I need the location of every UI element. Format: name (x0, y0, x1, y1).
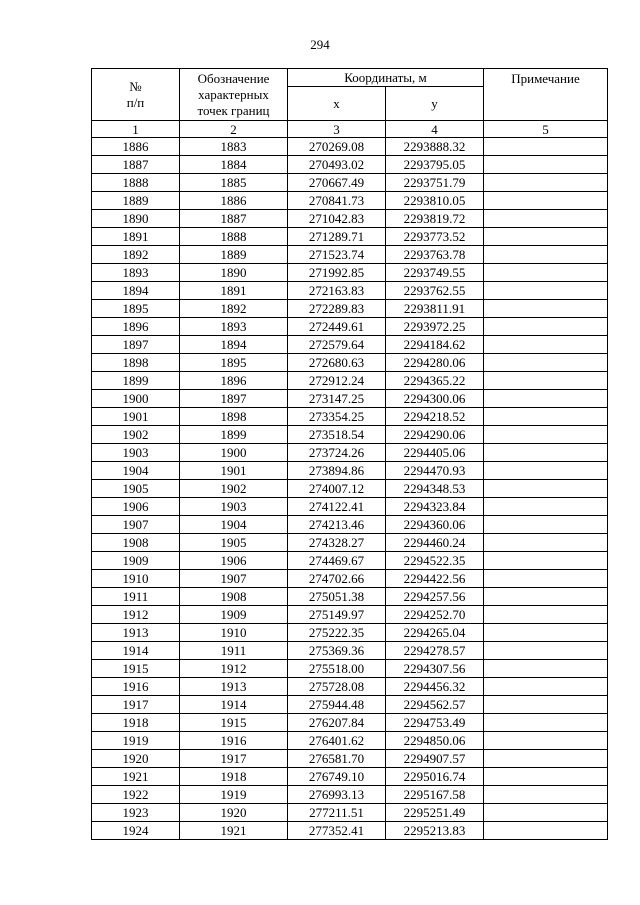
y-coordinate-cell: 2294323.84 (386, 498, 484, 516)
point-designation-cell: 1921 (180, 822, 288, 840)
x-coordinate-cell: 275369.36 (288, 642, 386, 660)
row-number-cell: 1899 (92, 372, 180, 390)
table-row (92, 264, 608, 282)
note-cell (484, 642, 608, 660)
x-coordinate-cell: 274469.67 (288, 552, 386, 570)
point-designation-cell: 1917 (180, 750, 288, 768)
x-coordinate-cell: 272163.83 (288, 282, 386, 300)
point-designation-cell: 1916 (180, 732, 288, 750)
x-coordinate-cell: 274122.41 (288, 498, 386, 516)
point-designation-cell: 1908 (180, 588, 288, 606)
y-coordinate-cell: 2294405.06 (386, 444, 484, 462)
table-row (92, 552, 608, 570)
row-number-cell: 1903 (92, 444, 180, 462)
note-cell (484, 714, 608, 732)
x-coordinate-cell: 272680.63 (288, 354, 386, 372)
x-coordinate-cell: 274213.46 (288, 516, 386, 534)
note-cell (484, 138, 608, 156)
table-row (92, 822, 608, 840)
row-number-cell: 1894 (92, 282, 180, 300)
y-coordinate-cell: 2295016.74 (386, 768, 484, 786)
table-row (92, 444, 608, 462)
note-cell (484, 786, 608, 804)
table-row (92, 228, 608, 246)
row-number-cell: 1892 (92, 246, 180, 264)
note-cell (484, 228, 608, 246)
row-number-cell: 1891 (92, 228, 180, 246)
x-coordinate-cell: 273724.26 (288, 444, 386, 462)
row-number-cell: 1904 (92, 462, 180, 480)
note-cell (484, 408, 608, 426)
row-number-cell: 1913 (92, 624, 180, 642)
table-row (92, 660, 608, 678)
note-cell (484, 660, 608, 678)
note-cell (484, 444, 608, 462)
point-designation-cell: 1885 (180, 174, 288, 192)
x-coordinate-cell: 276401.62 (288, 732, 386, 750)
note-cell (484, 606, 608, 624)
note-cell (484, 282, 608, 300)
x-coordinate-cell: 274328.27 (288, 534, 386, 552)
row-number-cell: 1923 (92, 804, 180, 822)
table-row (92, 732, 608, 750)
y-coordinate-cell: 2294218.52 (386, 408, 484, 426)
table-row (92, 516, 608, 534)
point-designation-cell: 1909 (180, 606, 288, 624)
point-designation-cell: 1911 (180, 642, 288, 660)
x-coordinate-cell: 270493.02 (288, 156, 386, 174)
header-designation-line1: Обозначение (197, 70, 270, 86)
row-number-cell: 1900 (92, 390, 180, 408)
note-cell (484, 390, 608, 408)
x-coordinate-cell: 270667.49 (288, 174, 386, 192)
note-cell (484, 570, 608, 588)
note-cell (484, 768, 608, 786)
row-number-cell: 1909 (92, 552, 180, 570)
table-row (92, 246, 608, 264)
table-row (92, 588, 608, 606)
note-cell (484, 516, 608, 534)
row-number-cell: 1918 (92, 714, 180, 732)
table-row (92, 390, 608, 408)
x-coordinate-cell: 270841.73 (288, 192, 386, 210)
table-row (92, 282, 608, 300)
point-designation-cell: 1907 (180, 570, 288, 588)
x-coordinate-cell: 274007.12 (288, 480, 386, 498)
note-cell (484, 354, 608, 372)
x-coordinate-cell: 277352.41 (288, 822, 386, 840)
note-cell (484, 804, 608, 822)
point-designation-cell: 1910 (180, 624, 288, 642)
table-row (92, 156, 608, 174)
table-row (92, 480, 608, 498)
header-x: x (288, 87, 386, 121)
row-number-cell: 1905 (92, 480, 180, 498)
row-number-cell: 1907 (92, 516, 180, 534)
y-coordinate-cell: 2293749.55 (386, 264, 484, 282)
table-row (92, 768, 608, 786)
y-coordinate-cell: 2294278.57 (386, 642, 484, 660)
row-number-cell: 1908 (92, 534, 180, 552)
table-row (92, 678, 608, 696)
row-number-cell: 1897 (92, 336, 180, 354)
point-designation-cell: 1912 (180, 660, 288, 678)
y-coordinate-cell: 2294460.24 (386, 534, 484, 552)
row-number-cell: 1911 (92, 588, 180, 606)
note-cell (484, 732, 608, 750)
y-coordinate-cell: 2294252.70 (386, 606, 484, 624)
table-row (92, 300, 608, 318)
column-number: 3 (288, 121, 386, 138)
table-row (92, 462, 608, 480)
table-row (92, 138, 608, 156)
table-row (92, 606, 608, 624)
y-coordinate-cell: 2294360.06 (386, 516, 484, 534)
point-designation-cell: 1900 (180, 444, 288, 462)
note-cell (484, 750, 608, 768)
row-number-cell: 1916 (92, 678, 180, 696)
table-row (92, 786, 608, 804)
table-row (92, 534, 608, 552)
y-coordinate-cell: 2295167.58 (386, 786, 484, 804)
row-number-cell: 1906 (92, 498, 180, 516)
column-number: 1 (92, 121, 180, 138)
table-row (92, 408, 608, 426)
y-coordinate-cell: 2294307.56 (386, 660, 484, 678)
x-coordinate-cell: 277211.51 (288, 804, 386, 822)
point-designation-cell: 1888 (180, 228, 288, 246)
x-coordinate-cell: 275728.08 (288, 678, 386, 696)
y-coordinate-cell: 2293773.52 (386, 228, 484, 246)
point-designation-cell: 1913 (180, 678, 288, 696)
table-row (92, 642, 608, 660)
point-designation-cell: 1902 (180, 480, 288, 498)
note-cell (484, 534, 608, 552)
point-designation-cell: 1919 (180, 786, 288, 804)
note-cell (484, 462, 608, 480)
x-coordinate-cell: 276993.13 (288, 786, 386, 804)
point-designation-cell: 1899 (180, 426, 288, 444)
note-cell (484, 822, 608, 840)
note-cell (484, 678, 608, 696)
row-number-cell: 1890 (92, 210, 180, 228)
y-coordinate-cell: 2294562.57 (386, 696, 484, 714)
x-coordinate-cell: 274702.66 (288, 570, 386, 588)
table-row (92, 624, 608, 642)
y-coordinate-cell: 2294850.06 (386, 732, 484, 750)
point-designation-cell: 1886 (180, 192, 288, 210)
point-designation-cell: 1903 (180, 498, 288, 516)
header-designation-line3: точек границ (197, 102, 270, 118)
y-coordinate-cell: 2294365.22 (386, 372, 484, 390)
row-number-cell: 1924 (92, 822, 180, 840)
point-designation-cell: 1898 (180, 408, 288, 426)
point-designation-cell: 1887 (180, 210, 288, 228)
x-coordinate-cell: 275051.38 (288, 588, 386, 606)
table-row (92, 426, 608, 444)
row-number-cell: 1896 (92, 318, 180, 336)
y-coordinate-cell: 2293795.05 (386, 156, 484, 174)
coordinates-table (91, 68, 608, 840)
note-cell (484, 372, 608, 390)
table-row (92, 192, 608, 210)
y-coordinate-cell: 2293751.79 (386, 174, 484, 192)
y-coordinate-cell: 2294348.53 (386, 480, 484, 498)
row-number-cell: 1898 (92, 354, 180, 372)
y-coordinate-cell: 2293810.05 (386, 192, 484, 210)
y-coordinate-cell: 2294522.35 (386, 552, 484, 570)
note-cell (484, 192, 608, 210)
y-coordinate-cell: 2294456.32 (386, 678, 484, 696)
y-coordinate-cell: 2294422.56 (386, 570, 484, 588)
column-number: 2 (180, 121, 288, 138)
point-designation-cell: 1895 (180, 354, 288, 372)
table-row (92, 714, 608, 732)
y-coordinate-cell: 2294280.06 (386, 354, 484, 372)
x-coordinate-cell: 275944.48 (288, 696, 386, 714)
note-cell (484, 318, 608, 336)
note-cell (484, 246, 608, 264)
row-number-cell: 1917 (92, 696, 180, 714)
note-cell (484, 156, 608, 174)
x-coordinate-cell: 271523.74 (288, 246, 386, 264)
y-coordinate-cell: 2293811.91 (386, 300, 484, 318)
table-row (92, 318, 608, 336)
x-coordinate-cell: 271289.71 (288, 228, 386, 246)
point-designation-cell: 1897 (180, 390, 288, 408)
header-num-line1: № (129, 78, 142, 94)
column-number: 4 (386, 121, 484, 138)
table-row (92, 804, 608, 822)
note-cell (484, 624, 608, 642)
table-row (92, 174, 608, 192)
y-coordinate-cell: 2293763.78 (386, 246, 484, 264)
point-designation-cell: 1905 (180, 534, 288, 552)
point-designation-cell: 1920 (180, 804, 288, 822)
row-number-cell: 1888 (92, 174, 180, 192)
y-coordinate-cell: 2294265.04 (386, 624, 484, 642)
point-designation-cell: 1883 (180, 138, 288, 156)
page-number: 294 (310, 37, 330, 52)
table-row (92, 336, 608, 354)
row-number-cell: 1922 (92, 786, 180, 804)
row-number-cell: 1914 (92, 642, 180, 660)
table-row (92, 750, 608, 768)
x-coordinate-cell: 270269.08 (288, 138, 386, 156)
x-coordinate-cell: 276749.10 (288, 768, 386, 786)
table-row (92, 210, 608, 228)
header-designation-line2: характерных (198, 86, 269, 102)
y-coordinate-cell: 2293888.32 (386, 138, 484, 156)
point-designation-cell: 1896 (180, 372, 288, 390)
point-designation-cell: 1894 (180, 336, 288, 354)
point-designation-cell: 1891 (180, 282, 288, 300)
row-number-cell: 1895 (92, 300, 180, 318)
x-coordinate-cell: 273147.25 (288, 390, 386, 408)
y-coordinate-cell: 2294290.06 (386, 426, 484, 444)
x-coordinate-cell: 271042.83 (288, 210, 386, 228)
note-cell (484, 480, 608, 498)
note-cell (484, 498, 608, 516)
y-coordinate-cell: 2294184.62 (386, 336, 484, 354)
x-coordinate-cell: 272912.24 (288, 372, 386, 390)
x-coordinate-cell: 276207.84 (288, 714, 386, 732)
y-coordinate-cell: 2295213.83 (386, 822, 484, 840)
column-number: 5 (484, 121, 608, 138)
row-number-cell: 1919 (92, 732, 180, 750)
table-row (92, 498, 608, 516)
x-coordinate-cell: 271992.85 (288, 264, 386, 282)
header-designation (180, 69, 288, 121)
row-number-cell: 1912 (92, 606, 180, 624)
point-designation-cell: 1893 (180, 318, 288, 336)
x-coordinate-cell: 273518.54 (288, 426, 386, 444)
note-cell (484, 336, 608, 354)
x-coordinate-cell: 276581.70 (288, 750, 386, 768)
x-coordinate-cell: 275149.97 (288, 606, 386, 624)
note-cell (484, 210, 608, 228)
table-header-row (92, 69, 608, 87)
table-row (92, 354, 608, 372)
table-row (92, 570, 608, 588)
point-designation-cell: 1890 (180, 264, 288, 282)
point-designation-cell: 1914 (180, 696, 288, 714)
y-coordinate-cell: 2294257.56 (386, 588, 484, 606)
note-cell (484, 696, 608, 714)
y-coordinate-cell: 2295251.49 (386, 804, 484, 822)
row-number-cell: 1920 (92, 750, 180, 768)
row-number-cell: 1887 (92, 156, 180, 174)
y-coordinate-cell: 2293762.55 (386, 282, 484, 300)
header-note: Примечание (484, 69, 608, 121)
x-coordinate-cell: 272579.64 (288, 336, 386, 354)
note-cell (484, 426, 608, 444)
x-coordinate-cell: 272449.61 (288, 318, 386, 336)
header-y: у (386, 87, 484, 121)
table-row (92, 372, 608, 390)
table-row (92, 696, 608, 714)
point-designation-cell: 1889 (180, 246, 288, 264)
point-designation-cell: 1892 (180, 300, 288, 318)
note-cell (484, 300, 608, 318)
column-number-row (92, 121, 608, 138)
row-number-cell: 1889 (92, 192, 180, 210)
x-coordinate-cell: 273354.25 (288, 408, 386, 426)
y-coordinate-cell: 2293972.25 (386, 318, 484, 336)
x-coordinate-cell: 275222.35 (288, 624, 386, 642)
point-designation-cell: 1906 (180, 552, 288, 570)
y-coordinate-cell: 2293819.72 (386, 210, 484, 228)
table-body (92, 138, 608, 840)
row-number-cell: 1901 (92, 408, 180, 426)
y-coordinate-cell: 2294753.49 (386, 714, 484, 732)
row-number-cell: 1893 (92, 264, 180, 282)
note-cell (484, 588, 608, 606)
row-number-cell: 1910 (92, 570, 180, 588)
row-number-cell: 1921 (92, 768, 180, 786)
y-coordinate-cell: 2294907.57 (386, 750, 484, 768)
point-designation-cell: 1904 (180, 516, 288, 534)
y-coordinate-cell: 2294300.06 (386, 390, 484, 408)
note-cell (484, 552, 608, 570)
header-coordinates: Координаты, м (288, 69, 484, 87)
y-coordinate-cell: 2294470.93 (386, 462, 484, 480)
x-coordinate-cell: 272289.83 (288, 300, 386, 318)
row-number-cell: 1902 (92, 426, 180, 444)
point-designation-cell: 1884 (180, 156, 288, 174)
header-num (92, 69, 180, 121)
row-number-cell: 1886 (92, 138, 180, 156)
row-number-cell: 1915 (92, 660, 180, 678)
point-designation-cell: 1901 (180, 462, 288, 480)
point-designation-cell: 1915 (180, 714, 288, 732)
point-designation-cell: 1918 (180, 768, 288, 786)
x-coordinate-cell: 273894.86 (288, 462, 386, 480)
note-cell (484, 174, 608, 192)
header-num-line2: п/п (126, 94, 145, 110)
x-coordinate-cell: 275518.00 (288, 660, 386, 678)
note-cell (484, 264, 608, 282)
